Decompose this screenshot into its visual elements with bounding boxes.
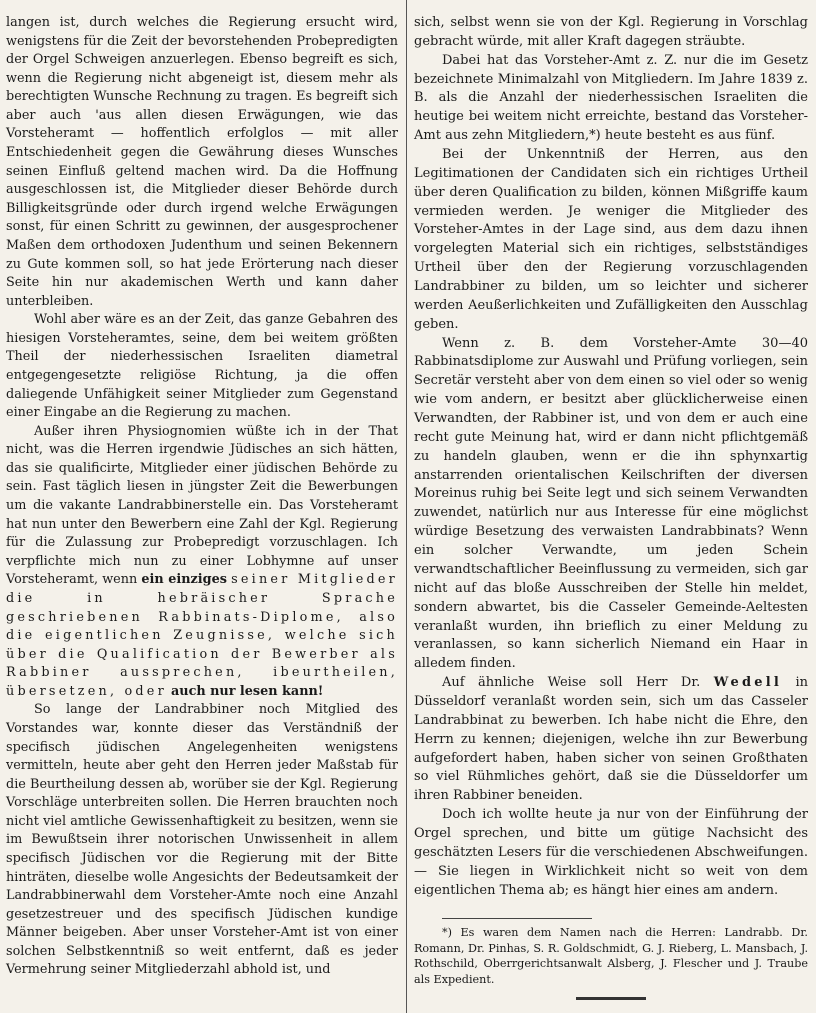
- paragraph-text: Außer ihren Physiognomien wüßte ich in der That nicht, was die Herren irgendwie Jüdisches an sich hätten, das sie qualificirte, Mitglieder einer jüdischen Behörde zu sein. Fast täglich liesen in jüngster Zeit die Bewerbungen um die vakante Landrabbinerstelle ein. Das Vorsteheramt hat nun unter den Bewerbern eine Zahl der Kgl. Regierung für die Zulassung zur Probepredigt vorzuschlagen. Ich verpflichte mich nun zu einer Lobhymne auf unser Vorsteheramt, wenn: [6, 423, 398, 588]
- left-column: [6, 14, 398, 980]
- paragraph: sich, selbst wenn sie von der Kgl. Regierung in Vorschlag gebracht würde, mit aller Kraft dagegen sträubte.: [414, 15, 808, 49]
- person-name: Wedell: [713, 675, 782, 691]
- paragraph: [414, 674, 808, 806]
- paragraph: [6, 423, 398, 702]
- paragraph: Wohl aber wäre es an der Zeit, das ganze Gebahren des hiesigen Vorsteheramtes, seine, dem bei weitem größten Theil der niederhessischen Israeliten diametral entgegengesetzte religiöse Richtung, ja die offen daliegende Unfähigkeit seiner Mitglieder zum Gegenstand einer Eingabe an die Regierung zu machen.: [6, 312, 398, 421]
- emphasis-text: ein einziges: [141, 572, 227, 588]
- paragraph: Doch ich wollte heute ja nur von der Einführung der Orgel sprechen, und bitte um gütige Nachsicht des geschätzten Lesers für die verschiedenen Abschweifungen. — Sie liegen in Wirklichkeit nicht so weit von dem eigentlichen Thema ab; es hängt hier eines am andern.: [414, 807, 808, 898]
- paragraph: langen ist, durch welches die Regierung ersucht wird, wenigstens für die Zeit der bevorstehenden Probepredigten der Orgel Schweigen anzuerlegen. Ebenso begreift es sich, wenn die Regierung nicht abgeneigt ist, diesem mehr als berechtigten Wunsche Rechnung zu tragen. Es begreift sich aber auch 'aus allen diesen Erwägungen, wie das Vorsteheramt — hoffentlich erfolglos — mit aller Entschiedenheit gegen die Gewährung dieses Wunsches seinen Einfluß geltend machen wird. Da die Hoffnung ausgeschlossen ist, die Mitglieder dieser Behörde durch Billigkeitsgründe oder durch irgend welche Erwägungen sonst, für einen Schritt zu gewinnen, der ausgesprochener Maßen dem orthodoxen Judenthum und seinen Bekennern zu Gute kommen soll, so hat jede Erörterung nach dieser Seite hin nur akademischen Werth und kann daher unterbleiben.: [6, 15, 398, 309]
- paragraph: So lange der Landrabbiner noch Mitglied des Vorstandes war, konnte dieser das Verständniß der specifisch jüdischen Angelegenheiten wenigstens vermitteln, heute aber geht den Herren jeder Maßstab für die Beurtheilung dessen ab, worüber sie der Kgl. Regierung Vorschläge unterbreiten sollen. Die Herren brauchten noch nicht viel amtliche Gewissenhaftigkeit zu besitzen, wenn sie im Bewußtsein ihrer notorischen Unwissenheit in allem specifisch Jüdischen vor die Regierung mit der Bitte hinträten, dieselbe wolle Angesichts der Bedeutsamkeit der Landrabbinerwahl dem Vorsteher-Amte noch eine Anzahl gesetzestreuer und des specifisch Jüdischen kundige Männer beigeben. Aber unser Vorsteher-Amt ist von einer solchen Selbstkenntniß so weit entfernt, daß es jeder Vermehrung seiner Mitgliederzahl abhold ist, und: [6, 702, 398, 978]
- footnote: [414, 925, 808, 987]
- footnote-text: *) Es waren dem Namen nach die Herren: Landrabb. Dr. Romann, Dr. Pinhas, S. R. Goldschmidt, G. J. Rieberg, L. Mansbach, J. Rothschild, Oberrgerichtsanwalt Alsberg, J. Flescher und J. Traube als Expedient.: [414, 926, 808, 986]
- end-rule: [576, 997, 646, 1000]
- paragraph: Bei der Unkenntniß der Herren, aus den Legitimationen der Candidaten sich ein richtiges Urtheil über deren Qualification zu bilden, können Mißgriffe kaum vermieden werden. Je weniger die Mitglieder des Vorsteher-Amtes in der Lage sind, aus dem dazu ihnen vorgelegten Material sich ein richtiges, selbstständiges Urtheil über den der Regierung vorzuschlagenden Landrabbiner zu bilden, um so leichter und sicherer werden Aeußerlichkeiten und Zufälligkeiten den Ausschlag geben.: [414, 147, 808, 332]
- column-divider: [406, 0, 407, 1013]
- paragraph: Wenn z. B. dem Vorsteher-Amte 30—40 Rabbinatsdiplome zur Auswahl und Prüfung vorliegen, sein Secretär versteht aber von dem einen so viel oder so wenig wie vom andern, er besitzt aber glücklicherweise einen Verwandten, der Rabbiner ist, und von dem er auch eine recht gute Meinung hat, wird er dann nicht pflichtgemäß zu handeln glauben, wenn er die ihn sphynxartig anstarrenden orientalischen Keilschriften der diversen Moreinus ruhig bei Seite legt und sich seinem Verwandten zuwendet, natürlich nur aus Interesse für eine möglichst würdige Besetzung des verwaisten Landrabbinats? Wenn ein solcher Verwandte, um jeden Schein verwandtschaftlicher Beeinflussung zu vermeiden, sich gar nicht auf das bloße Ausschreiben der Stelle hin meldet, sondern abwartet, bis die Casseler Gemeinde-Aeltesten veranlaßt wurden, ihn brieflich zu einer Meldung zu veranlassen, so kann sicherlich Niemand ein Haar in alledem finden.: [414, 335, 808, 672]
- footnote-divider: [442, 918, 592, 919]
- right-column: [414, 14, 808, 1000]
- spaced-emphasis-text: seiner Mitglieder die in hebräischer Sprache geschriebenen Rabbinats-Diplome, also die eigentlichen Zeugnisse, welche sich über die Qualification der Bewerber als Rabbiner aussprechen, ibeurtheilen, übersetzen, oder: [6, 572, 399, 699]
- paragraph-text: Auf ähnliche Weise soll Herr Dr.: [442, 675, 701, 691]
- paragraph-text: in Düsseldorf veranlaßt worden sein, sich um das Casseler Landrabbinat zu bewerben. Ich habe nicht die Ehre, den Herrn zu kennen; diejenigen, welche ihn zur Bewerbung aufgefordert haben, haben sicher von seinen Großthaten so viel Rühmliches gehört, daß sie die Düsseldorfer um ihren Rabbiner beneiden.: [414, 675, 808, 804]
- paragraph: Dabei hat das Vorsteher-Amt z. Z. nur die im Gesetz bezeichnete Minimalzahl von Mitgliedern. Im Jahre 1839 z. B. als die Anzahl der niederhessischen Israeliten die heutige bei weitem nicht erreichte, bestand das Vorsteher-Amt aus zehn Mitgliedern,*) heute besteht es aus fünf.: [414, 52, 808, 144]
- emphasis-text: auch nur lesen kann!: [170, 683, 324, 699]
